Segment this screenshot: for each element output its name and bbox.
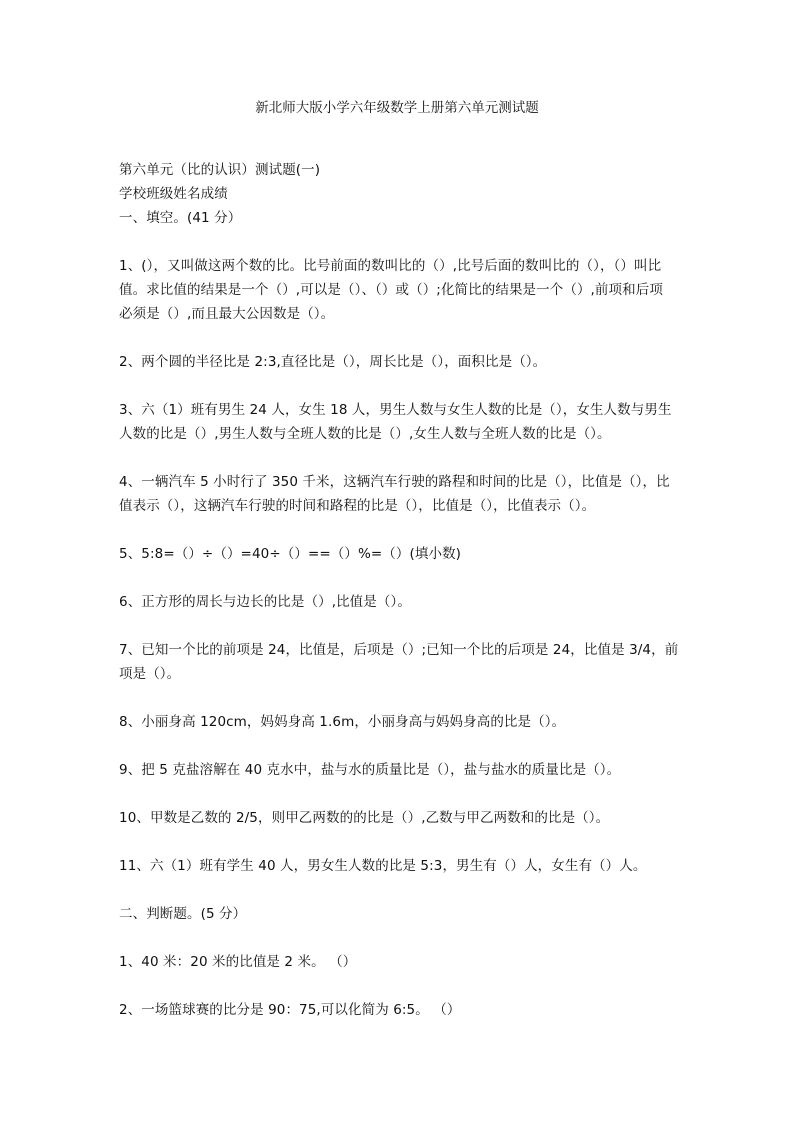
student-info-line: 学校班级姓名成绩 [119, 186, 228, 202]
question-1-line-1: 1、(），又叫做这两个数的比。比号前面的数叫比的（）,比号后面的数叫比的（），（）叫比 [119, 258, 662, 274]
question-1-line-2: 值。求比值的结果是一个（）,可以是（）、（）或（）;化简比的结果是一个（）,前项和后项 [119, 282, 663, 298]
question-9: 9、把 5 克盐溶解在 40 克水中，盐与水的质量比是（），盐与盐水的质量比是（）。 [119, 762, 621, 778]
section-heading-fill-in: 一、填空。(41 分） [119, 210, 242, 226]
question-3-line-1: 3、六（1）班有男生 24 人，女生 18 人，男生人数与女生人数的比是（），女生人数与男生 [119, 402, 672, 418]
spacer [119, 782, 679, 806]
question-4-line-2: 值表示（），这辆汽车行驶的时间和路程的比是（），比值是（），比值表示（）。 [119, 498, 596, 514]
question-7-line-1: 7、已知一个比的前项是 24，比值是，后项是（）;已知一个比的后项是 24，比值是 3/4，前 [119, 642, 679, 658]
spacer [119, 734, 679, 758]
spacer [119, 830, 679, 854]
spacer [119, 926, 679, 950]
section-heading-true-false: 二、判断题。(5 分） [119, 906, 247, 922]
spacer [119, 518, 679, 542]
spacer [119, 446, 679, 470]
question-8: 8、小丽身高 120cm，妈妈身高 1.6m，小丽身高与妈妈身高的比是（）。 [119, 714, 566, 730]
question-6: 6、正方形的周长与边长的比是（）,比值是（）。 [119, 594, 411, 610]
spacer [119, 614, 679, 638]
spacer [119, 566, 679, 590]
question-7-line-2: 项是（）。 [119, 666, 181, 682]
question-3-line-2: 人数的比是（）,男生人数与全班人数的比是（）,女生人数与全班人数的比是（）。 [119, 426, 611, 442]
spacer [119, 230, 679, 254]
spacer [119, 974, 679, 998]
question-11: 11、六（1）班有学生 40 人，男女生人数的比是 5:3，男生有（）人，女生有（）人。 [119, 858, 647, 874]
spacer [119, 374, 679, 398]
question-5: 5、5:8=（）÷（）=40÷（）==（）%=（）(填小数) [119, 546, 462, 562]
question-1-line-3: 必须是（）,而且最大公因数是（）。 [119, 306, 335, 322]
judgement-2: 2、一场篮球赛的比分是 90：75,可以化简为 6:5。 （） [119, 1002, 461, 1018]
question-4-line-1: 4、一辆汽车 5 小时行了 350 千米，这辆汽车行驶的路程和时间的比是（），比值是（），比 [119, 474, 670, 490]
question-2: 2、两个圆的半径比是 2:3,直径比是（），周长比是（），面积比是（）。 [119, 354, 547, 370]
judgement-1: 1、40 米：20 米的比值是 2 米。 （） [119, 954, 357, 970]
spacer [119, 878, 679, 902]
spacer [119, 326, 679, 350]
spacer [119, 686, 679, 710]
document-title: 新北师大版小学六年级数学上册第六单元测试题 [255, 100, 539, 116]
question-10: 10、甲数是乙数的 2/5，则甲乙两数的的比是（）,乙数与甲乙两数和的比是（）。 [119, 810, 610, 826]
unit-title: 第六单元（比的认识）测试题(一) [119, 162, 321, 178]
document-body [119, 158, 679, 1022]
